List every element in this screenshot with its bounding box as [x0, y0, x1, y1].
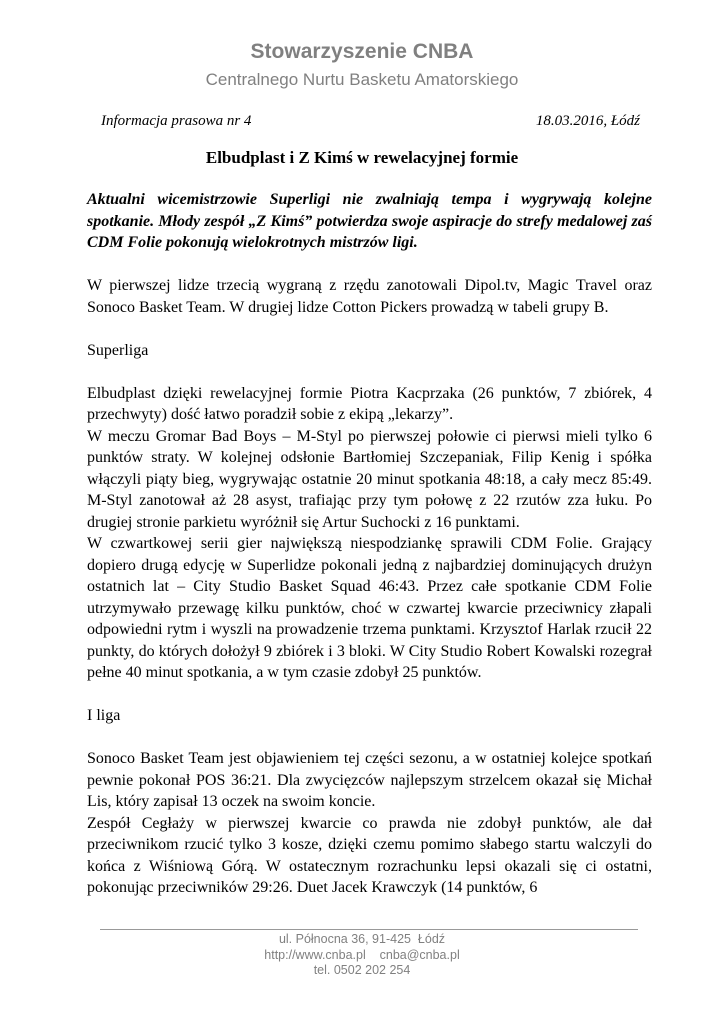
article-title: Elbudplast i Z Kimś w rewelacyjnej formie	[205, 148, 519, 167]
section-heading-superliga: Superliga	[87, 341, 149, 359]
superliga-paragraph-2: W meczu Gromar Bad Boys – M-Styl po pierwszej połowie ci pierwsi mieli tylko 6 punktów straty. W kolejnej odsłonie Bartłomiej Szczepaniak, Filip Kenig i spółka włączyli piąty bieg, wygrywając ostatnie 20 minut spotkania 48:18, a cały mecz 85:49. M-Styl zanotował aż 28 asyst, trafiając przy tym połowę z 22 rzutów zza łuku. Po drugiej stronie parkietu wyróżnił się Artur Suchocki z 16 punktami.	[87, 427, 652, 531]
footer-divider	[100, 929, 638, 930]
article-body	[87, 189, 652, 899]
footer-phone: tel. 0502 202 254	[313, 963, 411, 977]
superliga-paragraph-3: W czwartkowej serii gier największą niespodziankę sprawili CDM Folie. Grający dopiero drugą edycję w Superlidze pokonali jedną z najbardziej dominujących drużyn ostatnich lat – City Studio Basket Squad 46:43. Przez całe spotkanie CDM Folie utrzymywało przewagę kilku punktów, choć w czwartej kwarcie przeciwnicy złapali odpowiedni rytm i wyszli na prowadzenie trzema punktami. Krzysztof Harlak rzucił 22 punkty, do których dołożył 9 zbiórek i 3 bloki. W City Studio Robert Kowalski rozegrał pełne 40 minut spotkania, a w tym czasie zdobył 25 punktów.	[87, 535, 652, 681]
superliga-paragraph-1: Elbudplast dzięki rewelacyjnej formie Piotra Kacprzaka (26 punktów, 7 zbiórek, 4 przechwyty) dość łatwo poradził sobie z ekipą „lekarzy”.	[87, 384, 652, 423]
release-date-place: 18.03.2016, Łódź	[535, 113, 640, 129]
i-liga-paragraph-1: Sonoco Basket Team jest objawieniem tej części sezonu, a w ostatniej kolejce spotkań pewnie pokonał POS 36:21. Dla zwycięzców najlepszym strzelcem okazał się Michał Lis, który zapisał 13 oczek na swoim koncie.	[87, 750, 652, 810]
organization-full-name: Centralnego Nurtu Basketu Amatorskiego	[205, 70, 519, 89]
footer-address: ul. Północna 36, 91-425 Łódź	[278, 932, 446, 946]
lead-paragraph: Aktualni wicemistrzowie Superligi nie zwalniają tempa i wygrywają kolejne spotkanie. Młody zespół „Z Kimś” potwierdza swoje aspiracje do strefy medalowej zaś CDM Folie pokonują wielokrotnych mistrzów ligi.	[87, 191, 652, 251]
footer-web-email: http://www.cnba.pl cnba@cnba.pl	[264, 947, 460, 962]
section-heading-i-liga: I liga	[87, 707, 121, 724]
press-release-number: Informacja prasowa nr 4	[101, 113, 252, 129]
intro-paragraph: W pierwszej lidze trzecią wygraną z rzędu zanotowali Dipol.tv, Magic Travel oraz Sonoco Basket Team. W drugiej lidze Cotton Pickers prowadzą w tabeli grupy B.	[87, 277, 652, 316]
organization-name: Stowarzyszenie CNBA	[250, 40, 474, 63]
footer	[0, 932, 724, 979]
i-liga-paragraph-2: Zespół Cegłaży w pierwszej kwarcie co prawda nie zdobył punktów, ale dał przeciwnikom rzucić tylko 3 kosze, dzięki czemu pomimo słabego startu walczyli do końca z Wiśniową Górą. W ostatecznym rozrachunku lepsi okazali się ci ostatni, pokonując przeciwników 29:26. Duet Jacek Krawczyk (14 punktów, 6	[87, 814, 652, 896]
